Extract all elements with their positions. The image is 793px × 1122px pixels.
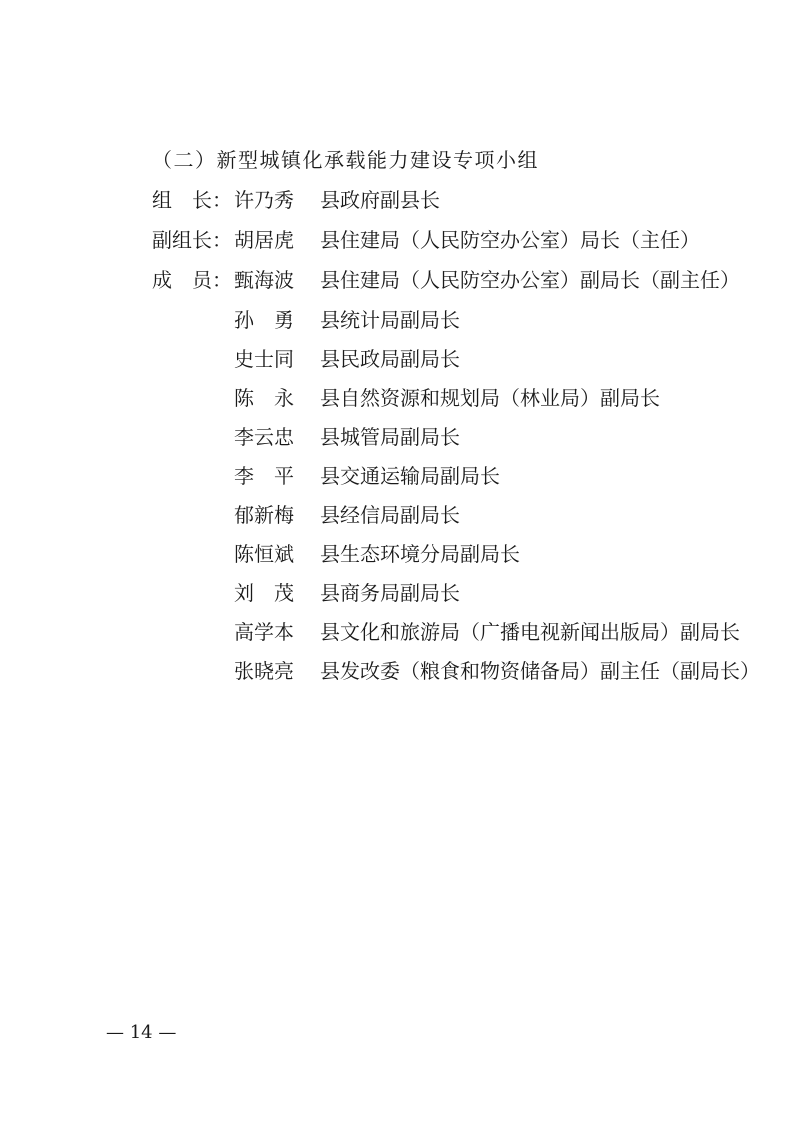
member-role: 成 员： [152,268,232,292]
member-title: 县商务局副局长 [320,581,460,605]
member-name: 史士同 [234,347,294,371]
section-heading: （二）新型城镇化承载能力建设专项小组 [152,148,539,172]
member-name: 甄海波 [234,268,294,292]
member-name: 许乃秀 [234,188,294,212]
member-title: 县自然资源和规划局（林业局）副局长 [320,386,660,410]
member-name: 孙 勇 [234,308,294,332]
member-title: 县生态环境分局副局长 [320,542,520,566]
member-title: 县文化和旅游局（广播电视新闻出版局）副局长 [320,620,740,644]
member-name: 胡居虎 [234,228,294,252]
member-name: 高学本 [234,620,294,644]
member-name: 陈 永 [234,386,294,410]
member-title: 县交通运输局副局长 [320,464,500,488]
member-title: 县城管局副局长 [320,425,460,449]
member-title: 县民政局副局长 [320,347,460,371]
member-name: 李 平 [234,464,294,488]
member-role: 组 长： [152,188,232,212]
member-name: 李云忠 [234,425,294,449]
member-title: 县住建局（人民防空办公室）副局长（副主任） [320,268,740,292]
member-name: 郁新梅 [234,503,294,527]
member-role: 副组长： [152,228,232,252]
member-title: 县政府副县长 [320,188,440,212]
member-title: 县发改委（粮食和物资储备局）副主任（副局长） [320,659,760,683]
member-name: 陈恒斌 [234,542,294,566]
member-title: 县住建局（人民防空办公室）局长（主任） [320,228,700,252]
member-name: 刘 茂 [234,581,294,605]
page-number: — 14 — [106,1022,177,1043]
member-name: 张晓亮 [234,659,294,683]
member-title: 县统计局副局长 [320,308,460,332]
member-title: 县经信局副局长 [320,503,460,527]
